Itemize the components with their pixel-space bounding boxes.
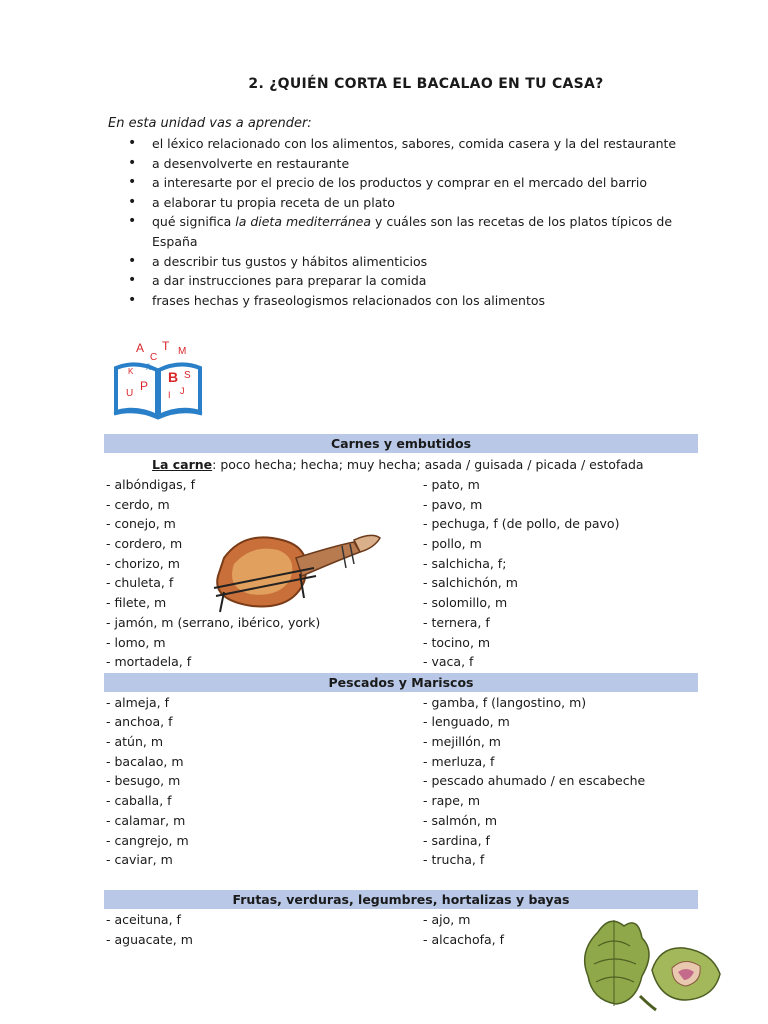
- logo-letter: J: [180, 386, 185, 396]
- section-header-frutas: Frutas, verduras, legumbres, hortalizas y bayas: [104, 890, 698, 909]
- list-item: - lenguado, m: [423, 714, 510, 729]
- goals-list: [128, 134, 703, 310]
- list-item: - filete, m: [106, 595, 167, 610]
- logo-letter: S: [184, 370, 191, 381]
- logo-letter: P: [140, 379, 149, 393]
- goal-item: • a describir tus gustos y hábitos alimenticios: [128, 252, 703, 272]
- logo-letter: M: [178, 346, 187, 357]
- list-item: - mortadela, f: [106, 654, 192, 669]
- list-item: - lomo, m: [106, 635, 166, 650]
- list-item: - pechuga, f (de pollo, de pavo): [423, 516, 620, 531]
- ham-leg-illustration: [204, 518, 386, 614]
- list-item: - pollo, m: [423, 536, 482, 551]
- section-header-pescados: Pescados y Mariscos: [104, 673, 698, 692]
- list-item: - besugo, m: [106, 773, 181, 788]
- list-item: - aceituna, f: [106, 912, 181, 927]
- logo-letter: I: [168, 390, 171, 400]
- list-item: - anchoa, f: [106, 714, 173, 729]
- logo-letter: T: [162, 339, 170, 353]
- list-item: - caviar, m: [106, 852, 173, 867]
- list-item: - salchichón, m: [423, 575, 518, 590]
- goal-item: • a desenvolverte en restaurante: [128, 154, 703, 174]
- list-item: - chorizo, m: [106, 556, 180, 571]
- list-item: - pavo, m: [423, 497, 483, 512]
- list-item: - mejillón, m: [423, 734, 501, 749]
- list-item: - jamón, m (serrano, ibérico, york): [106, 615, 321, 630]
- goal-item: • el léxico relacionado con los alimentos, sabores, comida casera y la del restaurante: [128, 134, 703, 154]
- logo-letter: B: [168, 369, 179, 385]
- list-item: - cerdo, m: [106, 497, 170, 512]
- dieta-mediterranea-term: la dieta mediterránea: [235, 214, 372, 230]
- list-item: - salchicha, f;: [423, 556, 507, 571]
- logo-letter: C: [150, 352, 158, 363]
- goal-item: • frases hechas y fraseologismos relacionados con los alimentos: [128, 291, 703, 311]
- goal-item: • a interesarte por el precio de los productos y comprar en el mercado del barrio: [128, 173, 703, 193]
- list-item: - trucha, f: [423, 852, 485, 867]
- list-item: - cordero, m: [106, 536, 183, 551]
- list-item: - salmón, m: [423, 813, 497, 828]
- list-item: - rape, m: [423, 793, 481, 808]
- list-item: - ternera, f: [423, 615, 490, 630]
- list-item: - pato, m: [423, 477, 480, 492]
- list-item: - aguacate, m: [106, 932, 193, 947]
- list-item: - gamba, f (langostino, m): [423, 695, 587, 710]
- list-item: - cangrejo, m: [106, 833, 189, 848]
- artichoke-illustration: [580, 912, 726, 1012]
- list-item: - albóndigas, f: [106, 477, 195, 492]
- list-item: - vaca, f: [423, 654, 474, 669]
- list-item: - tocino, m: [423, 635, 491, 650]
- list-item: - caballa, f: [106, 793, 172, 808]
- page-title: 2. ¿QUIÉN CORTA EL BACALAO EN TU CASA?: [248, 76, 604, 92]
- goal-item: • qué significa la dieta mediterránea y cuáles son las recetas de los platos típicos de España: [128, 212, 703, 251]
- goal-item: • a dar instrucciones para preparar la comida: [128, 271, 703, 291]
- logo-letter: K: [128, 367, 134, 376]
- list-item: - almeja, f: [106, 695, 169, 710]
- list-item: - atún, m: [106, 734, 164, 749]
- goal-item: • a elaborar tu propia receta de un plato: [128, 193, 703, 213]
- book-letters-logo: [112, 338, 204, 420]
- section-header-carnes: Carnes y embutidos: [104, 434, 698, 453]
- list-item: - solomillo, m: [423, 595, 508, 610]
- logo-letter: Ñ: [146, 365, 152, 372]
- list-item: - sardina, f: [423, 833, 490, 848]
- list-item: - chuleta, f: [106, 575, 174, 590]
- list-item: - alcachofa, f: [423, 932, 504, 947]
- intro-text: En esta unidad vas a aprender:: [108, 116, 312, 131]
- list-item: - pescado ahumado / en escabeche: [423, 773, 646, 788]
- list-item: - ajo, m: [423, 912, 471, 927]
- logo-letter: A: [136, 341, 145, 355]
- list-item: - conejo, m: [106, 516, 176, 531]
- list-item: - merluza, f: [423, 754, 495, 769]
- la-carne-line: La carne: poco hecha; hecha; muy hecha; asada / guisada / picada / estofada: [152, 457, 644, 472]
- list-item: - bacalao, m: [106, 754, 184, 769]
- list-item: - calamar, m: [106, 813, 186, 828]
- logo-letter: U: [126, 388, 134, 399]
